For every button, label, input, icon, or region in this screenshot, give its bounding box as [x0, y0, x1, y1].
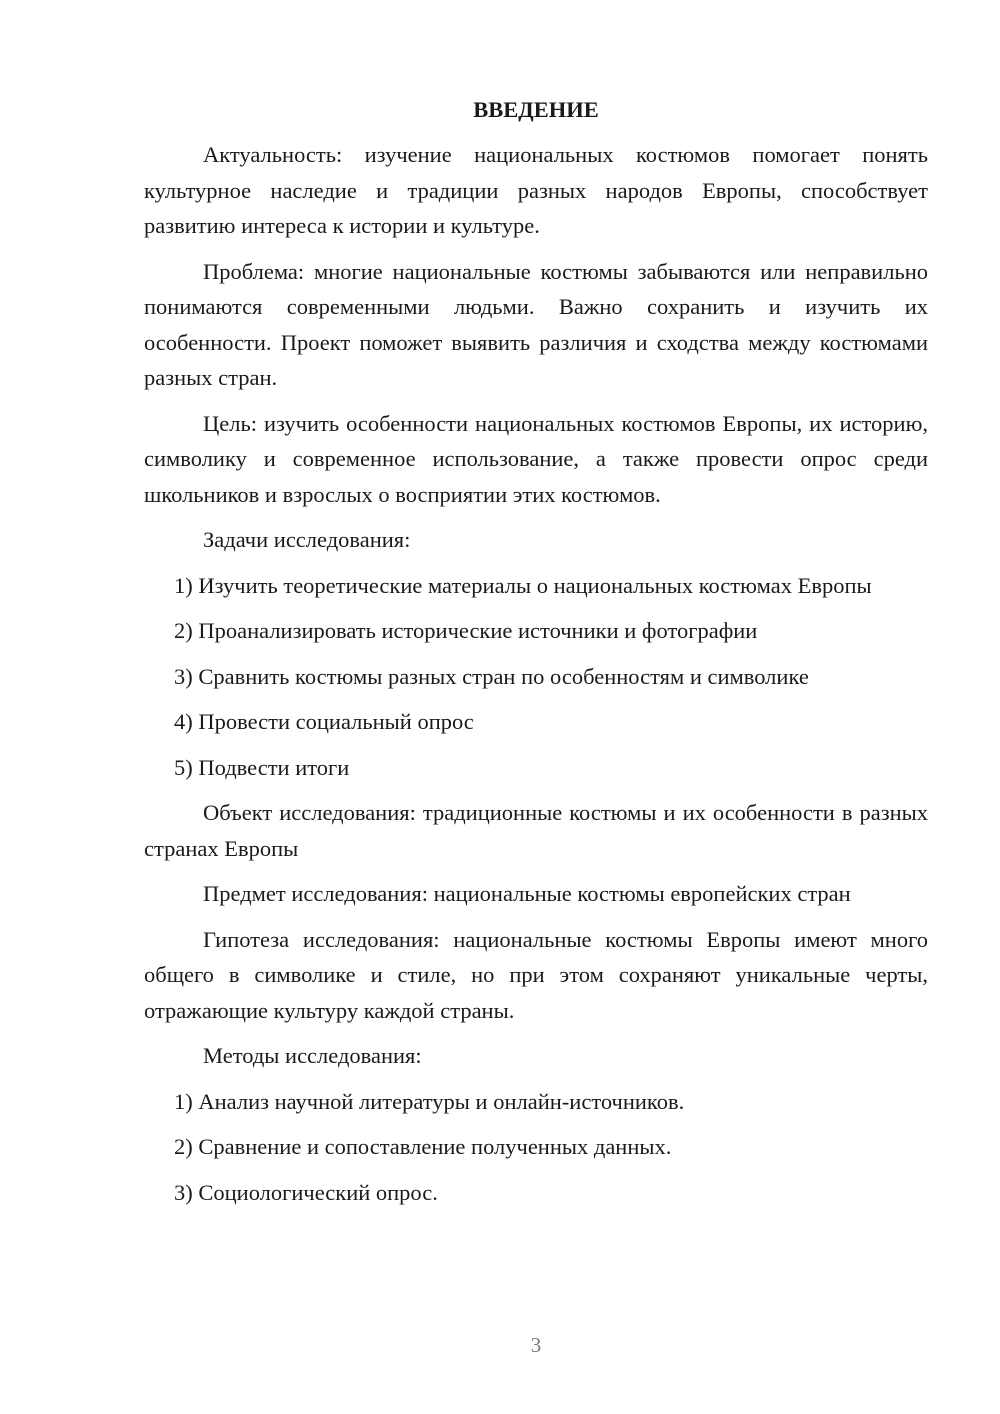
subject-paragraph: Предмет исследования: национальные костюмы европейских стран — [203, 881, 851, 906]
task-item: 2) Проанализировать исторические источники и фотографии — [174, 618, 758, 643]
page-title: ВВЕДЕНИЕ — [473, 97, 599, 122]
task-item: 4) Провести социальный опрос — [174, 709, 474, 734]
method-item: 2) Сравнение и сопоставление полученных данных. — [174, 1134, 672, 1159]
methods-heading: Методы исследования: — [203, 1043, 422, 1068]
method-item: 3) Социологический опрос. — [174, 1179, 438, 1205]
relevance-paragraph: Актуальность: изучение национальных костюмов помогает понять культурное наследие и традиции разных народов Европы, способствует развитию интереса к истории и культуре. — [144, 142, 928, 238]
task-item: 1) Изучить теоретические материалы о национальных костюмах Европы — [174, 572, 872, 598]
problem-paragraph: Проблема: многие национальные костюмы забываются или неправильно понимаются современными людьми. Важно сохранить и изучить их особенности. Проект поможет выявить различия и сходства между костюмами разных стран. — [144, 258, 928, 390]
hypothesis-paragraph: Гипотеза исследования: национальные костюмы Европы имеют много общего в символике и стиле, но при этом сохраняют уникальные черты, отражающие культуру каждой страны. — [144, 926, 928, 1023]
page-content — [144, 95, 928, 1220]
goal-paragraph: Цель: изучить особенности национальных костюмов Европы, их историю, символику и современное использование, а также провести опрос среди школьников и взрослых о восприятии этих костюмов. — [144, 410, 928, 507]
method-item: 1) Анализ научной литературы и онлайн-источников. — [174, 1088, 685, 1114]
tasks-heading: Задачи исследования: — [203, 527, 411, 552]
task-item: 3) Сравнить костюмы разных стран по особенностям и символике — [174, 663, 809, 689]
object-paragraph: Объект исследования: традиционные костюмы и их особенности в разных странах Европы — [144, 800, 928, 861]
task-item: 5) Подвести итоги — [174, 754, 350, 780]
page-number: 3 — [530, 1333, 542, 1357]
